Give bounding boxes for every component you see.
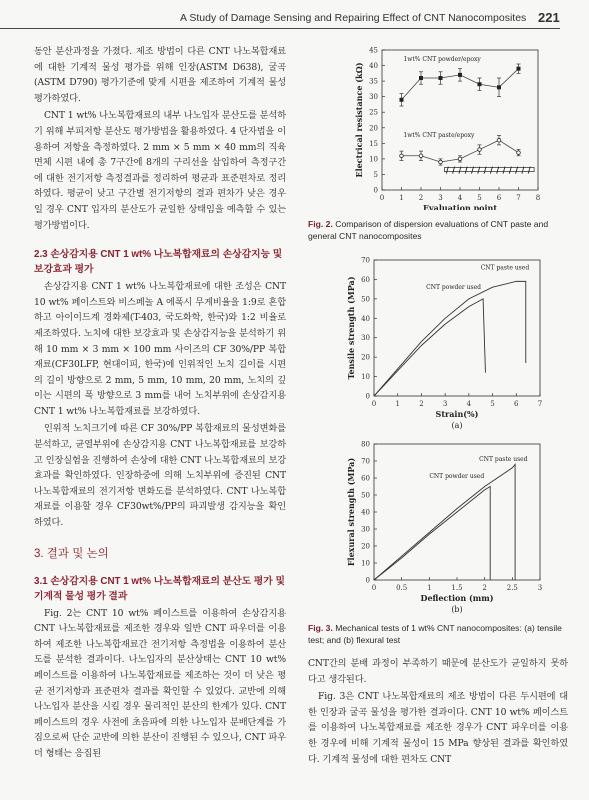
curve-label-0: CNT paste used (480, 264, 530, 272)
section-2-3-heading: 2.3 손상감지용 CNT 1 wt% 나노복합재료의 손상감지능 및 보강효과 평가 (34, 249, 283, 276)
paragraph-6: CNT간의 분배 과정이 부족하기 때문에 분산도가 균일하지 못하다고 생각된다. (308, 658, 568, 685)
figure-2-label: Fig. 2. (308, 219, 333, 229)
curve-label-0: CNT paste used (479, 456, 528, 463)
series-label-paste: 1wt% CNT paste/epoxy (403, 132, 475, 140)
paragraph-1: 동안 분산과정을 가졌다. 제조 방법이 다른 CNT 나노복합재료에 대한 기계적 물성 평가를 위해 인장(ASTM D638), 굴곡(ASTM D790) 평가기준에 맞게 시편을 제조하여 기계적 물성 평가하였다. (34, 46, 286, 104)
x-tick-label: 0 (371, 400, 377, 408)
running-title: A Study of Damage Sensing and Repairing Effect of CNT Nanocomposites (180, 12, 527, 24)
figure-3-caption-text: Mechanical tests of 1 wt% CNT nanocomposites: (a) tensile test; and (b) flexural test (308, 623, 562, 645)
x-tick-label: 2 (418, 194, 424, 202)
x-axis-label: Deflection (mm) (420, 593, 494, 603)
y-tick-label: 30 (369, 93, 378, 102)
data-point-square (458, 73, 462, 77)
data-point-circle (419, 154, 423, 158)
curve-label-1: CNT powder used (426, 284, 482, 292)
figure-2-caption (308, 218, 568, 242)
x-tick-label: 8 (535, 194, 541, 202)
x-tick-label: 1 (399, 194, 404, 202)
figure-3-label: Fig. 3. (308, 623, 333, 633)
y-tick-label: 30 (361, 525, 370, 534)
y-tick-label: 20 (361, 542, 370, 551)
y-tick-label: 0 (365, 576, 370, 585)
paragraph-3: 손상감지용 CNT 1 wt% 나노복합재료에 대한 조성은 CNT 10 wt% 페이스트와 비스페놀 A 에폭시 무게비율을 1:9로 혼합하고 아이이드계 경화제(T-403, 국도화학, 한국)와 1:2 비율로 제조하였다. 노치에 대한 보강효과 및 손상감지능을 분석하기 위해 10 mm × 3 mm × 100 mm 사이즈의 CF 30%/PP 복합재료(CF30LFP, 현대이피, 한국)에 인위적인 노치 길이를 시편의 길이 방향으로 2 mm, 5 mm, 10 mm, 20 mm, 노치의 깊이는 시편의 폭 방향으로 3 mm를 내어 노치부위에 손상감지용 CNT 1 wt% 나노복합재료를 보강하였다. (34, 281, 286, 417)
y-tick-label: 5 (373, 170, 378, 179)
x-tick-label: 0 (379, 194, 385, 202)
section-3-heading: 3. 결과 및 논의 (34, 547, 109, 560)
x-axis-label: Strain(%) (435, 409, 479, 419)
series-label-powder: 1wt% CNT powder/epoxy (403, 55, 481, 63)
paragraph-4: 인위적 노치크기에 따른 CF 30%/PP 복합재료의 물성변화를 분석하고, 균열부위에 손상감지용 CNT 나노복합재료를 보강하고 인장실험을 진행하여 손상에 대한 CNT 나노복합재료의 보강효과를 확인하였다. 인장하중에 의해 노치부위에 증진된 CNT 나노복합재료의 전기저항 변화도를 분석하였다. CNT 나노복합재료를 이용할 경우 CF30wt%/PP의 파괴발생 감지능을 확인하였다. (34, 423, 286, 529)
data-point-square (517, 67, 521, 71)
y-tick-label: 20 (361, 353, 370, 362)
curve-label-1: CNT powder used (429, 473, 485, 480)
panel-label: (a) (451, 421, 463, 430)
x-tick-label: 7 (537, 400, 543, 408)
figure-3-caption (308, 622, 568, 646)
x-tick-label: 2 (419, 400, 424, 408)
x-tick-label: 1.5 (451, 584, 463, 592)
y-tick-label: 45 (369, 46, 378, 55)
x-tick-label: 3 (438, 194, 443, 202)
data-point-circle (478, 148, 482, 152)
x-tick-label: 1 (427, 584, 432, 592)
x-tick-label: 5 (490, 400, 495, 408)
data-point-square (478, 82, 482, 86)
y-tick-label: 40 (369, 62, 378, 71)
y-axis-label: Electrical resistance (kΩ) (354, 62, 364, 178)
panel-label: (b) (451, 605, 463, 614)
paragraph-5: Fig. 2는 CNT 10 wt% 페이스트를 이용하여 손상감지용 CNT 나노복합재료를 제조한 경우와 일반 CNT 파우더를 이용하여 제조한 나노복합재료간 전기저항 측정법을 이용하여 분산도를 분석한 결과이다. 나노입자의 분산상태는 CNT 10 wt% 페이스트를 이용하여 나노복합재료를 제조하는 것이 더 낮은 평균 전기저항과 표준편차 결과를 확인할 수 있었다. 교반에 의해 나노입자 분산을 시킬 경우 물리적인 분산의 한계가 있다. CNT 페이스트의 경우 사전에 초음파에 의한 나노입자 분배단계를 가짐으로써 단순 교반에 의한 분산이 진행된 수 있으나, CNT 파우더 형태는 응집된 (34, 607, 286, 759)
paragraph-2: CNT 1 wt% 나노복합재료의 내부 나노입자 분산도를 분석하기 위해 부피저항 분산도 평가방법을 활용하였다. 4 단자법을 이용하여 저항을 측정하였다. 2 mm × 5 mm × 40 mm의 직육면체 시편 내에 총 7구간에 8개의 구리선을 삽입하여 측정구간에 대한 전기저항 측정결과를 정리하여 평균과 표준편차로 정리하였다. 평균이 낮고 구간별 전기저항의 결과 편차가 낮은 경우일 경우 CNT 입자의 분산도가 균일한 상태임을 예측할 수 있는 평가방법이다. (34, 110, 286, 231)
figure-3a-chart (308, 254, 568, 430)
y-tick-label: 60 (361, 474, 370, 483)
y-tick-label: 50 (361, 491, 370, 500)
data-point-square (400, 98, 404, 102)
figure-3b-chart (308, 438, 568, 614)
x-tick-label: 4 (466, 400, 472, 408)
left-column (34, 44, 286, 762)
y-axis-label: Tensile strength (MPa) (346, 276, 356, 380)
section-3-1-heading: 3.1 손상감지용 CNT 1 wt% 나노복합재료의 분산도 평가 및 기계적 물성 평가 결과 (34, 575, 285, 602)
y-tick-label: 30 (361, 334, 370, 343)
y-tick-label: 40 (361, 508, 370, 517)
x-tick-label: 6 (496, 194, 502, 202)
paragraph-7: Fig. 3은 CNT 나노복합재료의 제조 방법이 다른 두시편에 대한 인장과 굴곡 물성을 평가한 결과이다. CNT 10 wt% 페이스트를 이용하여 나노복합재료를 제조한 경우가 CNT 파우더를 이용한 경우에 비해 기계적 물성이 15 MPa 향상된 결과를 확인하였다. 기계적 물성에 대한 편차도 CNT (308, 691, 568, 765)
data-point-square (419, 76, 423, 80)
y-tick-label: 0 (365, 392, 370, 401)
y-axis-label: Flexural strength (MPa) (346, 457, 356, 567)
y-tick-label: 60 (361, 275, 370, 284)
x-tick-label: 5 (477, 194, 482, 202)
figure-2-caption-text: Comparison of dispersion evaluations of CNT paste and general CNT nanocomposites (308, 219, 549, 241)
x-tick-label: 3 (537, 584, 543, 592)
x-axis-label: Evaluation point (422, 203, 498, 210)
data-point-circle (439, 160, 443, 164)
y-tick-label: 70 (361, 457, 370, 466)
data-point-circle (497, 138, 501, 142)
x-tick-label: 2 (482, 584, 487, 592)
y-tick-label: 15 (369, 139, 378, 148)
right-column (308, 44, 568, 767)
y-tick-label: 0 (373, 186, 378, 195)
y-tick-label: 10 (361, 559, 370, 568)
page-number: 221 (538, 10, 560, 25)
x-tick-label: 4 (457, 194, 463, 202)
y-tick-label: 40 (361, 314, 370, 323)
specimen-body (444, 168, 534, 172)
curve-0 (374, 281, 526, 396)
data-point-circle (517, 151, 521, 155)
curve-1 (374, 299, 485, 396)
data-point-square (439, 76, 443, 80)
figure-2-chart (308, 44, 568, 210)
page-header (0, 0, 589, 34)
y-tick-label: 10 (369, 155, 378, 164)
plot-frame (374, 260, 540, 396)
x-tick-label: 1 (395, 400, 400, 408)
x-tick-label: 0 (371, 584, 377, 592)
y-tick-label: 10 (361, 373, 370, 382)
y-tick-label: 20 (369, 124, 378, 133)
header-rule (0, 28, 560, 29)
x-tick-label: 2.5 (506, 584, 518, 592)
x-tick-label: 0.5 (396, 584, 408, 592)
x-tick-label: 6 (514, 400, 519, 408)
data-point-circle (458, 157, 462, 161)
y-tick-label: 70 (361, 256, 370, 265)
y-tick-label: 50 (361, 295, 370, 304)
y-tick-label: 35 (369, 77, 378, 86)
y-tick-label: 80 (361, 440, 370, 449)
specimen-illustration (444, 167, 534, 174)
data-point-circle (400, 154, 404, 158)
x-tick-label: 7 (516, 194, 521, 202)
x-tick-label: 3 (442, 400, 448, 408)
y-tick-label: 25 (369, 108, 378, 117)
curve-1 (374, 487, 490, 581)
data-point-square (497, 85, 501, 89)
